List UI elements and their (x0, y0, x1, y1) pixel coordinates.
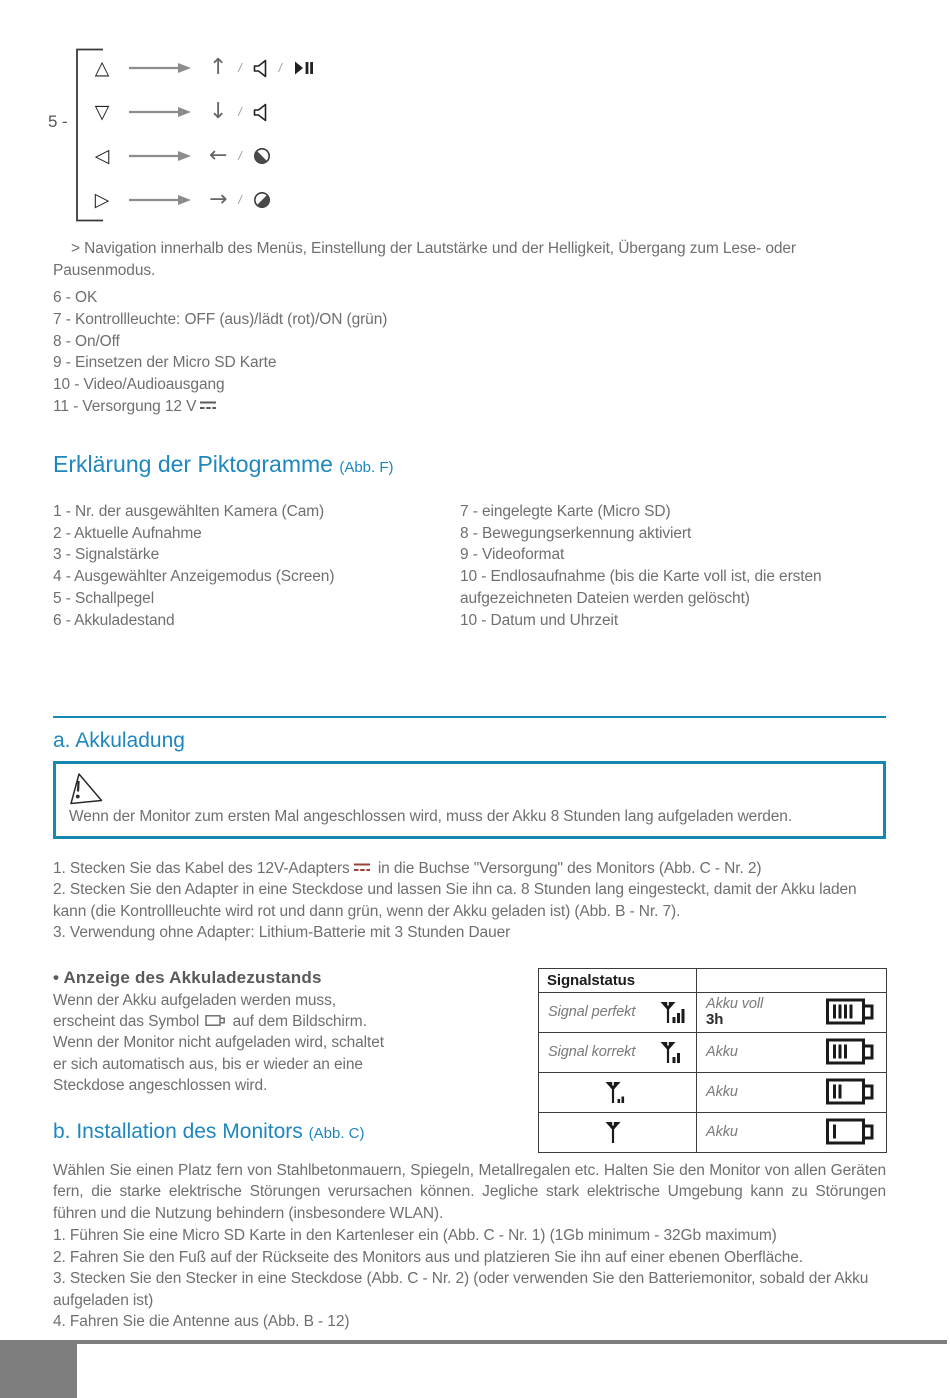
step-item: 2. Fahren Sie den Fuß auf der Rückseite des Monitors aus und platzieren Sie ihn auf einer ebenen Oberfläche. (53, 1248, 804, 1266)
warning-text: Wenn der Monitor zum ersten Mal angeschlossen wird, muss der Akku 8 Stunden lang aufgeladen werden. (69, 807, 793, 825)
list-item: 6 - OK (53, 289, 98, 306)
dc-voltage-icon (199, 400, 217, 411)
battery-status-title: • Anzeige des Akkuladezustands (53, 967, 322, 987)
down-triangle-button-icon: ▽ (94, 100, 110, 123)
antenna-signal-2-bars-icon (659, 1040, 687, 1065)
list-item: 10 - Video/Audioausgang (53, 376, 225, 394)
step-text: 1. Stecken Sie das Kabel des 12V-Adapters (53, 859, 350, 877)
text-segment: auf dem Bildschirm. (232, 1012, 367, 1030)
flow-arrow-icon (129, 62, 191, 74)
pictogram-legend-right-column (460, 501, 886, 632)
step-item: 4. Fahren Sie die Antenne aus (Abb. B - 12) (53, 1313, 350, 1331)
step-item: 1. Führen Sie eine Micro SD Karte in den Kartenleser ein (Abb. C - Nr. 1) (1Gb minimum - 32Gb maximum) (53, 1227, 777, 1245)
legend-item: 5 - Schallpegel (53, 589, 155, 607)
battery-status-block (53, 968, 538, 1144)
antenna-signal-3-bars-icon (659, 1000, 687, 1025)
section-title-text: b. Installation des Monitors (53, 1119, 303, 1143)
separator-slash: / (238, 61, 242, 75)
legend-item: 1 - Nr. der ausgewählten Kamera (Cam) (53, 502, 325, 520)
diagram-row-down (89, 90, 886, 134)
play-pause-icon (293, 60, 314, 76)
separator-slash: / (278, 61, 282, 75)
battery-label: Akku (706, 1084, 738, 1101)
battery-label-text: Akku voll (706, 996, 764, 1013)
list-item: 8 - On/Off (53, 332, 120, 350)
table-header-row (539, 968, 887, 992)
contrast-icon (253, 147, 271, 165)
legend-item: 10 - Datum und Uhrzeit (460, 611, 619, 629)
separator-slash: / (238, 105, 242, 119)
signal-label: Signal korrekt (548, 1044, 636, 1061)
volume-icon (253, 103, 268, 122)
text-line: Wenn der Akku aufgeladen werden muss, (53, 991, 336, 1009)
battery-level-1-bar-icon (825, 1117, 877, 1147)
diagram-row-right (89, 178, 886, 222)
figure-reference: (Abb. C) (308, 1124, 365, 1142)
battery-label (706, 996, 763, 1028)
section-a-steps (53, 858, 886, 944)
battery-level-2-bars-icon (825, 1077, 877, 1107)
legend-item: 4 - Ausgewählter Anzeigemodus (Screen) (53, 568, 335, 586)
group-label-5: 5 - (48, 112, 68, 131)
step-item: 3. Stecken Sie den Stecker in eine Steckdose (Abb. C - Nr. 2) (oder verwenden Sie den Batteriemonitor, sobald der Akku aufgeladen ist) (53, 1270, 869, 1309)
left-triangle-button-icon: ◁ (94, 144, 110, 167)
table-header-cell-empty (697, 968, 887, 992)
legend-item: 8 - Bewegungserkennung aktiviert (460, 524, 692, 542)
step-item: 3. Verwendung ohne Adapter: Lithium-Batterie mit 3 Stunden Dauer (53, 924, 511, 942)
volume-icon (253, 59, 268, 78)
list-item-label: 11 - Versorgung 12 V (53, 397, 197, 415)
section-b-title (53, 1120, 538, 1144)
battery-hours: 3h (706, 1011, 724, 1029)
list-item: 9 - Einsetzen der Micro SD Karte (53, 354, 277, 372)
battery-level-3-bars-icon (825, 1037, 877, 1067)
text-line (53, 1011, 538, 1032)
section-b-intro: Wählen Sie einen Platz fern von Stahlbetonmauern, Spiegeln, Metallregalen etc. Halten Sie den Monitor von allen Geräten fern, die starke elektrische Störungen verursachen können. Jegliche stark elektrische Umgebung kann zu Störungen führen und die Nutzung behindern (insbesondere WLAN). (53, 1161, 886, 1222)
battery-label: Akku (706, 1044, 738, 1061)
diagram-row-left (89, 134, 886, 178)
step-item: 2. Stecken Sie den Adapter in eine Steckdose und lassen Sie ihn ca. 8 Stunden lang eingesteckt, damit der Akku laden kann (die Kontrollleuchte wird rot und dann grün, wenn der Akku geladen ist) (Abb. B - Nr. 7). (53, 881, 857, 920)
battery-status-text (53, 990, 538, 1097)
legend-item: 2 - Aktuelle Aufnahme (53, 524, 202, 542)
flow-arrow-icon (129, 106, 191, 118)
battery-symbol-icon (205, 1014, 226, 1027)
left-arrow-icon: ← (209, 143, 228, 168)
diagram-row-up (89, 46, 886, 90)
figure-reference: (Abb. F) (339, 458, 394, 476)
navigation-note: > Navigation innerhalb des Menüs, Einstellung der Lautstärke und der Helligkeit, Übergang zum Lese- oder Pausenmodus. (53, 240, 796, 279)
battery-level-4-bars-icon (825, 997, 877, 1027)
bracket-shape (75, 48, 105, 222)
antenna-signal-1-bar-icon (604, 1080, 632, 1105)
flow-arrow-icon (129, 150, 191, 162)
antenna-signal-0-bars-icon (604, 1120, 632, 1145)
warning-icon (68, 772, 106, 808)
table-row (539, 1112, 887, 1152)
table-row (539, 992, 887, 1032)
pictogram-legend (53, 501, 886, 632)
text-segment: erscheint das Symbol (53, 1012, 200, 1030)
footer-rule (0, 1340, 947, 1344)
signal-status-table (538, 968, 887, 1153)
section-title-text: Erklärung der Piktogramme (53, 450, 333, 477)
text-line: Steckdose angeschlossen wird. (53, 1077, 268, 1095)
legend-item: 7 - eingelegte Karte (Micro SD) (460, 502, 671, 520)
step-text: in die Buchse "Versorgung" des Monitors (Abb. C - Nr. 2) (377, 859, 762, 877)
list-item (53, 396, 886, 418)
section-b-steps (53, 1225, 886, 1333)
manual-page (0, 46, 950, 1398)
flow-arrow-icon (129, 194, 191, 206)
text-line: er sich automatisch aus, bis er wieder an eine (53, 1055, 363, 1073)
warning-box (53, 761, 886, 839)
signal-label: Signal perfekt (548, 1004, 636, 1021)
table-row (539, 1032, 887, 1072)
legend-item: 6 - Akkuladestand (53, 611, 175, 629)
pictogram-legend-left-column (53, 501, 460, 632)
footer-page-block (0, 1344, 77, 1398)
battery-status-and-signal-table (53, 968, 886, 1153)
list-item: 7 - Kontrollleuchte: OFF (aus)/lädt (rot)/ON (grün) (53, 310, 388, 328)
separator-slash: / (238, 193, 242, 207)
up-triangle-button-icon: △ (94, 56, 110, 79)
section-a-title: a. Akkuladung (53, 728, 185, 752)
dc-voltage-icon (353, 862, 371, 873)
separator-slash: / (238, 149, 242, 163)
pictograms-section-title (53, 451, 886, 478)
table-row (539, 1072, 887, 1112)
legend-item: 9 - Videoformat (460, 546, 565, 564)
contrast-icon (253, 191, 271, 209)
up-arrow-icon: ↑ (209, 55, 228, 80)
step-item (53, 858, 886, 880)
right-triangle-button-icon: ▷ (94, 188, 110, 211)
battery-label: Akku (706, 1124, 738, 1141)
text-line: Wenn der Monitor nicht aufgeladen wird, schaltet (53, 1034, 384, 1052)
section-divider-line (53, 716, 886, 718)
legend-item: 3 - Signalstärke (53, 546, 160, 564)
down-arrow-icon: ↓ (209, 99, 228, 124)
control-items-list (53, 287, 886, 418)
navigation-buttons-diagram (48, 46, 886, 224)
table-header-cell: Signalstatus (539, 968, 697, 992)
right-arrow-icon: → (209, 187, 228, 212)
legend-item: 10 - Endlosaufnahme (bis die Karte voll ist, die ersten aufgezeichneten Dateien werden gelöscht) (460, 568, 822, 607)
